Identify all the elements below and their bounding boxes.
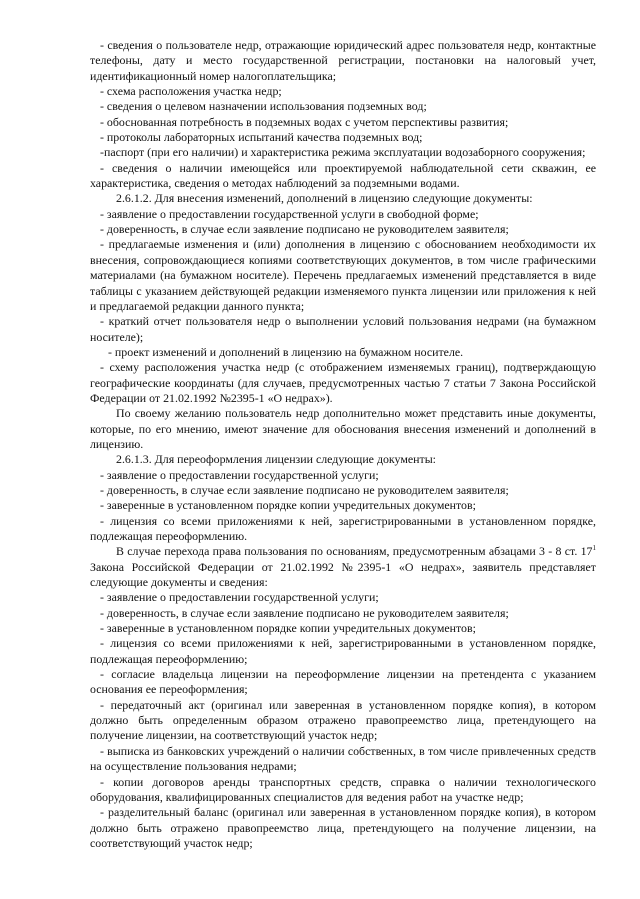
paragraph: -паспорт (при его наличии) и характеристика режима эксплуатации водозаборного сооружения;	[100, 145, 586, 160]
paragraph: - обоснованная потребность в подземных водах с учетом перспективы развития;	[100, 114, 509, 129]
paragraph: - заявление о предоставлении государственной услуги;	[100, 467, 379, 482]
paragraph: - лицензия со всеми приложениями к ней, зарегистрированными в установленном порядке, подлежащая переоформлению;	[90, 636, 596, 666]
paragraph: - заверенные в установленном порядке копии учредительных документов;	[100, 498, 476, 513]
paragraph: - предлагаемые изменения и (или) дополнения в лицензию с обоснованием необходимости их внесения, сопровождающиеся копиями соответствующих документов, в том числе графическими материалами (на бумажном носителе). Перечень предлагаемых изменений представляется в виде таблицы с указанием действующей редакции изменяемого пункта лицензии или приложения к ней и предлагаемой редакции данного пункта;	[90, 237, 596, 313]
paragraph: - согласие владельца лицензии на переоформление лицензии на претендента с указанием основания ее переоформления;	[90, 667, 596, 697]
section-heading: 2.6.1.3. Для переоформления лицензии следующие документы:	[116, 452, 436, 467]
paragraph: - сведения о наличии имеющейся или проектируемой наблюдательной сети скважин, ее характеристика, сведения о методах наблюдений за подземными водами.	[90, 160, 596, 191]
paragraph-text: Закона Российской Федерации от 21.02.1992 №2395-1 «О недрах», заявитель представляет следующие документы и сведения:	[90, 559, 596, 590]
paragraph	[90, 544, 596, 590]
paragraph: - выписка из банковских учреждений о наличии собственных, в том числе привлеченных средств на осуществление пользования недрами;	[90, 743, 596, 774]
superscript: 1	[592, 544, 596, 553]
paragraph: - заверенные в установленном порядке копии учредительных документов;	[100, 621, 476, 636]
paragraph: - сведения о пользователе недр, отражающие юридический адрес пользователя недр, контактные телефоны, дату и место государственной регистрации, постановки на налоговый учет, идентификационный номер налогоплательщика;	[90, 38, 596, 83]
paragraph: - краткий отчет пользователя недр о выполнении условий пользования недрами (на бумажном носителе);	[90, 314, 596, 344]
paragraph: - доверенность, в случае если заявление подписано не руководителем заявителя;	[100, 605, 509, 620]
paragraph: - передаточный акт (оригинал или заверенная в установленном порядке копия), в котором должно быть определенным образом отражено правопреемство лица, претендующего на получение лицензии, на соответствующий участок недр;	[90, 697, 596, 743]
section-heading: 2.6.1.2. Для внесения изменений, дополнений в лицензию следующие документы:	[116, 191, 533, 206]
paragraph: - сведения о целевом назначении использования подземных вод;	[100, 99, 427, 114]
paragraph: - копии договоров аренды транспортных средств, справка о наличии технологического оборудования, квалифицированных специалистов для ведения работ на участке недр;	[90, 774, 596, 804]
paragraph: - доверенность, в случае если заявление подписано не руководителем заявителя;	[100, 222, 509, 237]
paragraph: - разделительный баланс (оригинал или заверенная в установленном порядке копия), в котором должно быть отражено правопреемство лица, претендующего на получение лицензии, на соответствующий участок недр;	[90, 805, 596, 850]
paragraph: - схема расположения участка недр;	[100, 84, 282, 99]
paragraph: - заявление о предоставлении государственной услуги;	[100, 590, 379, 605]
paragraph: По своему желанию пользователь недр дополнительно может представить иные документы, которые, по его мнению, имеют значение для обоснования внесения изменений и дополнений в лицензию.	[90, 406, 596, 451]
paragraph-text: В случае перехода права пользования по основаниям, предусмотренным абзацами 3 - 8 ст. 17	[116, 544, 593, 559]
paragraph: - протоколы лабораторных испытаний качества подземных вод;	[100, 130, 423, 145]
paragraph: - проект изменений и дополнений в лицензию на бумажном носителе.	[108, 344, 464, 359]
paragraph: - лицензия со всеми приложениями к ней, зарегистрированными в установленном порядке, подлежащая переоформлению.	[90, 513, 596, 543]
paragraph: - схему расположения участка недр (с отображением изменяемых границ), подтверждающую географические координаты (для случаев, предусмотренных частью 7 статьи 7 Закона Российской Федерации от 21.02.1992 №2395-1 «О недрах»).	[90, 360, 596, 405]
paragraph: - заявление о предоставлении государственной услуги в свободной форме;	[100, 206, 479, 221]
paragraph: - доверенность, в случае если заявление подписано не руководителем заявителя;	[100, 482, 509, 497]
